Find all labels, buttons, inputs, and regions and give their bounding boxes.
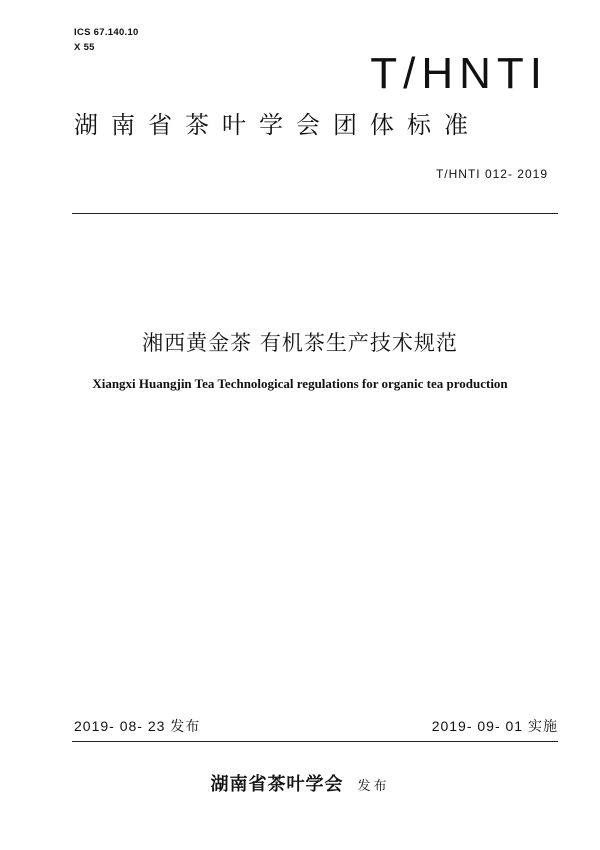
org-standard-title: 湖南省茶叶学会团体标准 <box>74 111 481 139</box>
document-title-chinese: 湘西黄金茶 有机茶生产技术规范 <box>142 331 458 355</box>
footer-divider <box>72 741 558 742</box>
classification-code: X 55 <box>74 42 95 53</box>
issuer-line <box>0 770 600 796</box>
issuer-suffix: 发布 <box>357 779 390 794</box>
publish-date: 2019- 08- 23 发布 <box>74 718 201 734</box>
standard-mark: T/HNTI <box>370 49 548 98</box>
ics-code: ICS 67.140.10 <box>74 27 139 38</box>
standard-number: T/HNTI 012- 2019 <box>435 167 548 181</box>
document-title-english: Xiangxi Huangjin Tea Technological regulations for organic tea production <box>92 376 508 391</box>
issuer-name: 湖南省茶叶学会 <box>210 774 344 795</box>
implement-date: 2019- 09- 01 实施 <box>431 718 558 734</box>
header-divider <box>72 213 558 214</box>
